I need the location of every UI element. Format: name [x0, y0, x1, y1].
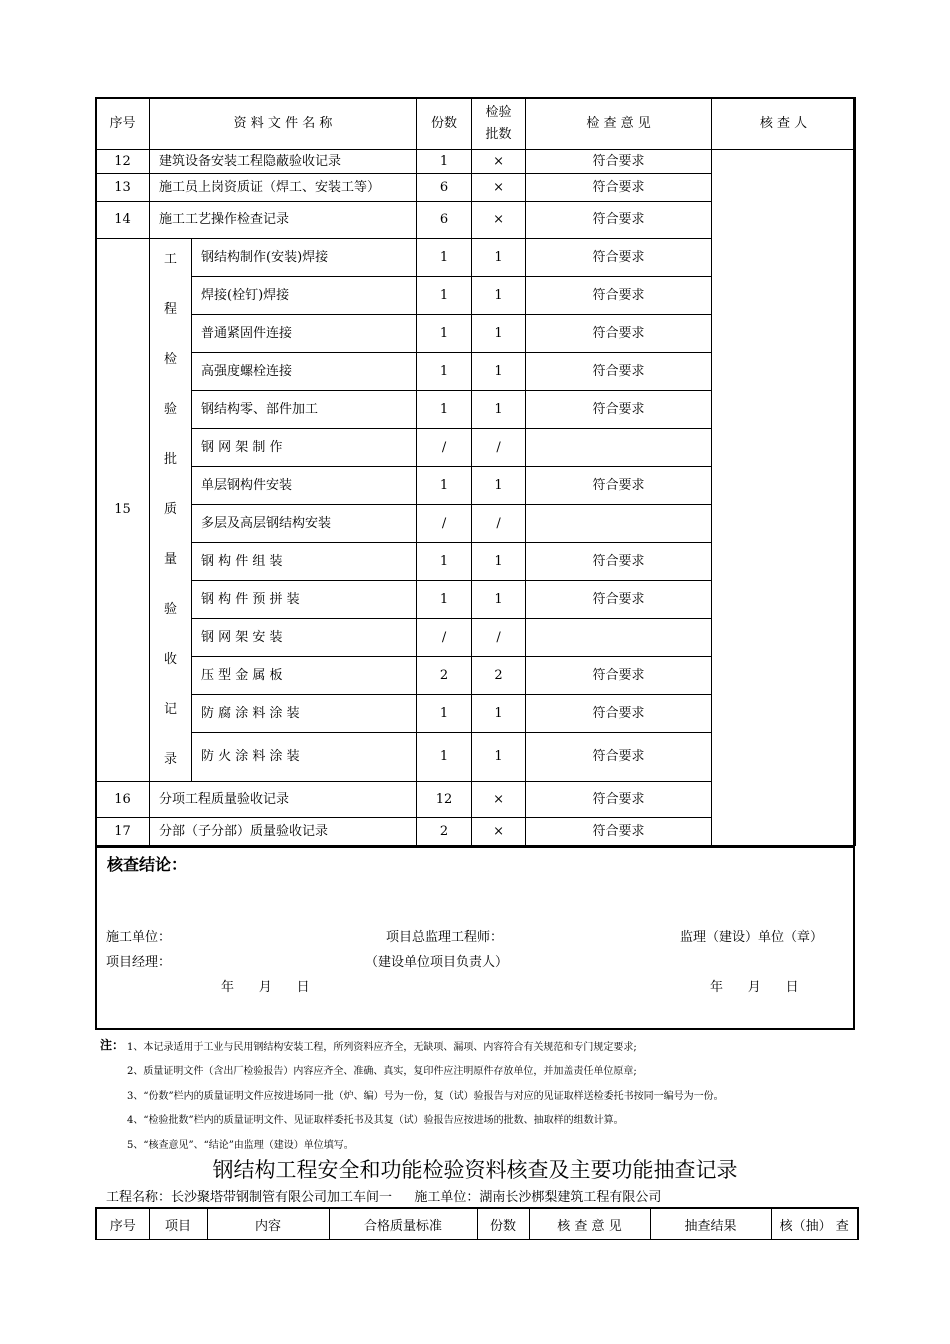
second-header-row	[96, 1208, 858, 1240]
row-batch: ×	[472, 782, 526, 818]
item-opinion: 符合要求	[526, 239, 712, 277]
item-copies: /	[417, 619, 472, 657]
group-label-char: 程	[163, 302, 177, 318]
item-batch: 1	[472, 543, 526, 581]
row-batch: ×	[472, 818, 526, 846]
header-row	[96, 98, 856, 150]
project-name: 长沙聚塔带钢制管有限公司加工车间一	[171, 1190, 393, 1205]
item-batch: /	[472, 429, 526, 467]
contractor-label: 施工单位：	[414, 1190, 480, 1205]
owner-rep-label: （建设单位项目负责人）	[365, 955, 509, 970]
group-label-char: 验	[163, 402, 177, 418]
item-opinion: 符合要求	[526, 581, 712, 619]
note-line: 4、“检验批数”栏内的质量证明文件、见证取样委托书及其复（试）验报告应按进场的批数、抽取样的组数计算。	[127, 1115, 624, 1126]
notes-head: 注：	[100, 1038, 125, 1052]
group-seq: 15	[96, 239, 150, 782]
item-opinion: 符合要求	[526, 543, 712, 581]
second-header-cell: 内容	[207, 1208, 329, 1240]
row-opinion: 符合要求	[526, 202, 712, 239]
row-seq: 12	[96, 150, 150, 174]
group-label	[150, 239, 192, 782]
item-batch: 1	[472, 391, 526, 429]
item-batch: 1	[472, 733, 526, 782]
project-label: 工程名称：	[106, 1190, 172, 1205]
header-doc-name: 资 料 文 件 名 称	[150, 98, 417, 150]
item-batch: 1	[472, 695, 526, 733]
item-name: 压 型 金 属 板	[192, 657, 417, 695]
note-line: 1、本记录适用于工业与民用钢结构安装工程，所列资料应齐全，无缺项、漏项、内容符合有关规范和专门规定要求;	[127, 1042, 637, 1053]
item-opinion	[526, 619, 712, 657]
item-opinion: 符合要求	[526, 315, 712, 353]
item-copies: 1	[417, 239, 472, 277]
construction-unit-label: 施工单位：	[106, 930, 172, 945]
row-opinion: 符合要求	[526, 818, 712, 846]
item-name: 普通紧固件连接	[192, 315, 417, 353]
item-copies: 1	[417, 733, 472, 782]
second-header-cell: 抽查结果	[650, 1208, 771, 1240]
item-batch: 1	[472, 467, 526, 505]
item-opinion: 符合要求	[526, 353, 712, 391]
supervision-unit-label: 监理（建设）单位（章）	[680, 930, 824, 945]
row-seq: 17	[96, 818, 150, 846]
header-copies: 份数	[417, 98, 472, 150]
row-copies: 6	[417, 174, 472, 202]
group-label-char: 批	[163, 452, 177, 468]
row-doc-name: 建筑设备安装工程隐蔽验收记录	[150, 150, 417, 174]
item-opinion	[526, 429, 712, 467]
item-copies: /	[417, 505, 472, 543]
item-name: 高强度螺栓连接	[192, 353, 417, 391]
item-batch: /	[472, 505, 526, 543]
group-label-char: 验	[163, 602, 177, 618]
row-seq: 16	[96, 782, 150, 818]
item-name: 钢结构零、部件加工	[192, 391, 417, 429]
group-label-char: 记	[163, 702, 177, 718]
item-batch: 1	[472, 581, 526, 619]
row-doc-name: 施工工艺操作检查记录	[150, 202, 417, 239]
header-batch-line2: 批数	[485, 126, 512, 142]
item-copies: 1	[417, 315, 472, 353]
item-copies: 1	[417, 277, 472, 315]
date-left: 年 月 日	[221, 980, 310, 995]
group-label-char: 收	[163, 652, 177, 668]
item-copies: 1	[417, 695, 472, 733]
item-name: 钢结构制作(安装)焊接	[192, 239, 417, 277]
row-opinion: 符合要求	[526, 174, 712, 202]
item-name: 钢 构 件 预 拼 装	[192, 581, 417, 619]
conclusion-box	[95, 847, 855, 1030]
item-copies: 1	[417, 543, 472, 581]
item-opinion: 符合要求	[526, 733, 712, 782]
header-checker: 核 查 人	[712, 98, 856, 150]
function-check-table	[95, 1207, 859, 1240]
row-opinion: 符合要求	[526, 782, 712, 818]
group-label-vertical	[150, 250, 191, 770]
row-batch: ×	[472, 150, 526, 174]
checker-cell	[712, 150, 856, 846]
row-batch: ×	[472, 174, 526, 202]
table-row	[96, 150, 856, 174]
project-manager-label: 项目经理：	[106, 955, 172, 970]
item-name: 钢 网 架 安 装	[192, 619, 417, 657]
row-copies: 12	[417, 782, 472, 818]
date-right: 年 月 日	[710, 980, 799, 995]
row-copies: 2	[417, 818, 472, 846]
second-header-cell: 合格质量标准	[329, 1208, 477, 1240]
item-batch: 1	[472, 277, 526, 315]
contractor-name: 湖南长沙梆梨建筑工程有限公司	[479, 1190, 662, 1205]
item-batch: 1	[472, 239, 526, 277]
header-batch-line1: 检验	[485, 104, 512, 120]
item-name: 钢 网 架 制 作	[192, 429, 417, 467]
item-name: 防 腐 涂 料 涂 装	[192, 695, 417, 733]
item-copies: 1	[417, 391, 472, 429]
item-opinion: 符合要求	[526, 277, 712, 315]
header-opinion: 检 查 意 见	[526, 98, 712, 150]
second-header-cell: 份数	[477, 1208, 529, 1240]
item-copies: 1	[417, 581, 472, 619]
item-opinion: 符合要求	[526, 467, 712, 505]
second-header-cell: 序号	[96, 1208, 149, 1240]
item-opinion: 符合要求	[526, 391, 712, 429]
item-copies: 2	[417, 657, 472, 695]
group-label-char: 质	[163, 502, 177, 518]
row-batch: ×	[472, 202, 526, 239]
item-copies: /	[417, 429, 472, 467]
row-doc-name: 分项工程质量验收记录	[150, 782, 417, 818]
second-header-cell: 项目	[149, 1208, 207, 1240]
item-name: 多层及高层钢结构安装	[192, 505, 417, 543]
item-name: 单层钢构件安装	[192, 467, 417, 505]
group-label-char: 检	[163, 352, 177, 368]
row-copies: 6	[417, 202, 472, 239]
row-doc-name: 施工员上岗资质证（焊工、安装工等）	[150, 174, 417, 202]
second-header-cell: 核（抽） 查	[771, 1208, 858, 1240]
second-form-title: 钢结构工程安全和功能检验资料核查及主要功能抽查记录	[212, 1158, 738, 1182]
second-form-info	[106, 1186, 661, 1205]
note-line: 3、“份数”栏内的质量证明文件应按进场同一批（炉、编）号为一份，复（试）验报告与对应的见证取样送检委托书按同一编号为一份。	[127, 1091, 724, 1102]
item-batch: /	[472, 619, 526, 657]
item-batch: 1	[472, 353, 526, 391]
item-name: 钢 构 件 组 装	[192, 543, 417, 581]
note-line: 2、质量证明文件（含出厂检验报告）内容应齐全、准确、真实，复印件应注明原件存放单位，并加盖责任单位原章;	[127, 1066, 637, 1077]
row-copies: 1	[417, 150, 472, 174]
group-label-char: 工	[163, 252, 177, 267]
group-label-char: 量	[163, 552, 177, 568]
item-name: 防 火 涂 料 涂 装	[192, 733, 417, 782]
second-header-cell: 核 查 意 见	[529, 1208, 650, 1240]
item-copies: 1	[417, 467, 472, 505]
item-name: 焊接(栓钉)焊接	[192, 277, 417, 315]
chief-supervisor-label: 项目总监理工程师：	[386, 930, 504, 945]
row-opinion: 符合要求	[526, 150, 712, 174]
header-seq: 序号	[96, 98, 150, 150]
item-opinion: 符合要求	[526, 657, 712, 695]
header-batch	[472, 98, 526, 150]
item-opinion	[526, 505, 712, 543]
document-check-table	[95, 97, 856, 846]
item-batch: 2	[472, 657, 526, 695]
conclusion-title: 核查结论：	[107, 855, 188, 874]
item-copies: 1	[417, 353, 472, 391]
item-batch: 1	[472, 315, 526, 353]
note-line: 5、“核查意见”、“结论”由监理（建设）单位填写。	[127, 1140, 354, 1151]
row-seq: 13	[96, 174, 150, 202]
row-seq: 14	[96, 202, 150, 239]
group-label-char: 录	[163, 752, 177, 768]
item-opinion: 符合要求	[526, 695, 712, 733]
row-doc-name: 分部（子分部）质量验收记录	[150, 818, 417, 846]
